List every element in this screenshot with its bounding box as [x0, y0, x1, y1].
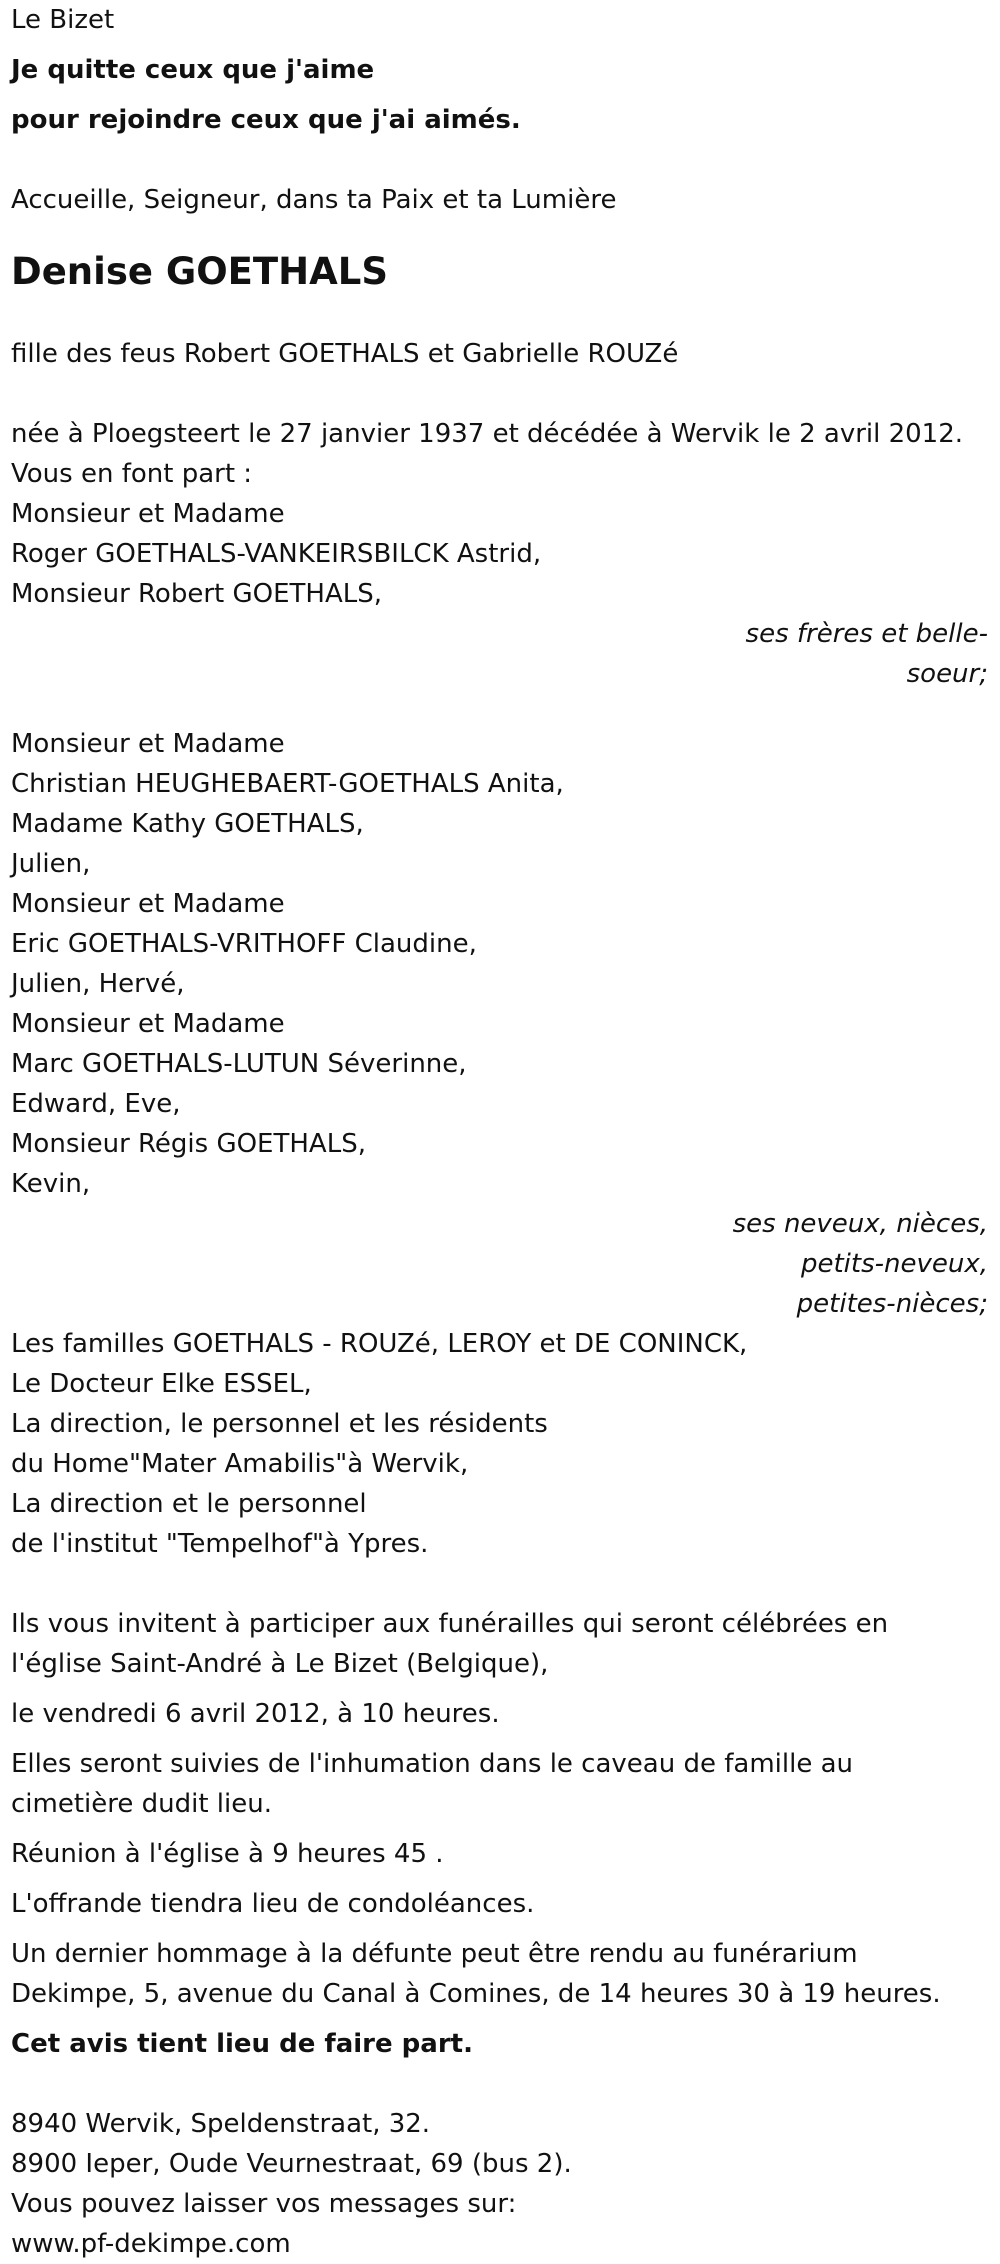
family-line: Eric GOETHALS-VRITHOFF Claudine, — [11, 929, 477, 959]
family-line: Le Docteur Elke ESSEL, — [11, 1369, 312, 1399]
family-line: La direction, le personnel et les résidents — [11, 1409, 548, 1439]
family-line: Monsieur Robert GOETHALS, — [11, 579, 382, 609]
homage-line-2: Dekimpe, 5, avenue du Canal à Comines, de 14 heures 30 à 19 heures. — [11, 1979, 941, 2009]
quote-line-1: Je quitte ceux que j'aime — [11, 55, 375, 85]
family-line: Roger GOETHALS-VANKEIRSBILCK Astrid, — [11, 539, 542, 569]
family-line: Les familles GOETHALS - ROUZé, LEROY et DE CONINCK, — [11, 1329, 748, 1359]
family-group-2 — [11, 724, 988, 1204]
family-line: La direction et le personnel — [11, 1489, 367, 1519]
ceremony-date: le vendredi 6 avril 2012, à 10 heures. — [11, 1699, 500, 1729]
footer-section — [11, 2104, 988, 2264]
family-line: Monsieur et Madame — [11, 729, 285, 759]
relation-label: ses neveux, nièces, — [732, 1209, 988, 1239]
relation-label: ses frères et belle- — [745, 619, 988, 649]
family-line: Monsieur et Madame — [11, 889, 285, 919]
invite-line-1: Ils vous invitent à participer aux funérailles qui seront célébrées en — [11, 1609, 889, 1639]
place-name: Le Bizet — [11, 5, 115, 35]
messages-line: Vous pouvez laisser vos messages sur: — [11, 2189, 517, 2219]
family-line: Monsieur Régis GOETHALS, — [11, 1129, 366, 1159]
homage-line-1: Un dernier hommage à la défunte peut être rendu au funérarium — [11, 1939, 858, 1969]
relation-label: soeur; — [906, 659, 988, 689]
quote-line-2: pour rejoindre ceux que j'ai aimés. — [11, 105, 521, 135]
family-line: Julien, Hervé, — [11, 969, 185, 999]
announcement-intro: Vous en font part : — [11, 459, 253, 489]
family-line: Kevin, — [11, 1169, 91, 1199]
birth-death-line: née à Ploegsteert le 27 janvier 1937 et décédée à Wervik le 2 avril 2012. — [11, 419, 964, 449]
relation-label: petits-neveux, — [800, 1249, 988, 1279]
deceased-name: Denise GOETHALS — [11, 250, 388, 293]
parents-line: fille des feus Robert GOETHALS et Gabrielle ROUZé — [11, 339, 679, 369]
prayer-text: Accueille, Seigneur, dans ta Paix et ta Lumière — [11, 185, 617, 215]
family-line: de l'institut "Tempelhof"à Ypres. — [11, 1529, 429, 1559]
address-line-1: 8940 Wervik, Speldenstraat, 32. — [11, 2109, 431, 2139]
invite-line-2: l'église Saint-André à Le Bizet (Belgique), — [11, 1649, 549, 1679]
family-line: Madame Kathy GOETHALS, — [11, 809, 364, 839]
offering-line: L'offrande tiendra lieu de condoléances. — [11, 1889, 535, 1919]
burial-line-1: Elles seront suivies de l'inhumation dans le caveau de famille au — [11, 1749, 853, 1779]
family-line: Monsieur et Madame — [11, 499, 285, 529]
family-line: du Home"Mater Amabilis"à Wervik, — [11, 1449, 469, 1479]
ceremony-section — [11, 1604, 988, 2064]
address-line-2: 8900 Ieper, Oude Veurnestraat, 69 (bus 2). — [11, 2149, 572, 2179]
family-group-3 — [11, 1324, 988, 1564]
relation-label: petites-nièces; — [796, 1289, 988, 1319]
family-line: Edward, Eve, — [11, 1089, 181, 1119]
family-line: Marc GOETHALS-LUTUN Séverinne, — [11, 1049, 467, 1079]
notice-line: Cet avis tient lieu de faire part. — [11, 2029, 473, 2059]
family-line: Christian HEUGHEBAERT-GOETHALS Anita, — [11, 769, 564, 799]
burial-line-2: cimetière dudit lieu. — [11, 1789, 272, 1819]
family-line: Julien, — [11, 849, 91, 879]
family-line: Monsieur et Madame — [11, 1009, 285, 1039]
website-link[interactable]: www.pf-dekimpe.com — [11, 2229, 291, 2259]
meeting-line: Réunion à l'église à 9 heures 45 . — [11, 1839, 444, 1869]
family-group-1 — [11, 494, 988, 614]
